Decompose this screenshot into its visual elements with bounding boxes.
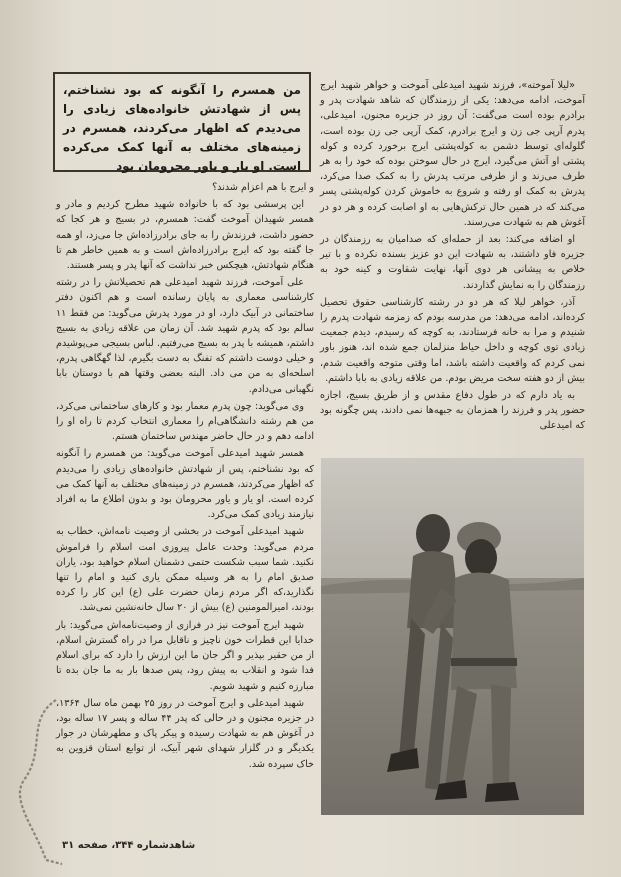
paragraph: شهید ایرج آموخت نیز در فرازی از وصیت‌نامه‌اش می‌گوید: بار خدایا این قطرات خون ناچیز و ناقابل مرا در راه گسترش اسلام، از من حقیر بپذیر و اگر جان ما این ارزش را دارد که برای اسلام فدا شود و انقلاب به پیش رود، پس صدها بار به ما جان بده تا مبارزه کنیم و شهید شویم. [56,619,314,692]
footer-text: شاهد‌شماره ۳۴۴، صفحه ۳۱ [62,840,196,851]
paragraph: شهید امیدعلی آموخت در بخشی از وصیت نامه‌اش، خطاب به مردم می‌گوید: وحدت عامل پیروزی امت اسلام را فراموش نکنید. شما سبب شکست حتمی دشمنان اسلام خواهید بود، یاران صدیق امام را به هر وسیله ممکن یاری کنید و امام را تنها نگذارید،که اگر مردم زمان حضرت علی (ع) این کار را کرده بودند، امیرالمومنین (ع) بیش از ۲۰ سال خانه‌نشین نمی‌شد. [56,526,314,614]
pull-quote-text: من همسرم را آنگونه که بود نشناختم، پس از شهادتش خانواده‌های زیادی را می‌دیدم که اظهار می‌کردند، همسرم در زمینه‌های مختلف به آنها کمک می‌کرده است. او یار و یاور محرومان بود [63,83,301,173]
paragraph: علی آموخت، فرزند شهید امیدعلی هم تحصیلاتش را در رشته کارشناسی معماری به پایان رسانده است و هم اکنون دفتر ساختمانی در آبیک دارد، او در مورد پدرش می‌گوید: من فقط ۱۱ سالم بود که پدرم شهید شد. آن زمان من علاقه زیادی به بسیج داشتم، همیشه با پدر به بسیج می‌رفتیم. لباس بسیجی می‌پوشیدم و خیلی دوست داشتم که تفنگ به دست بگیرم، لذا گهگاهی پدرم، اسلحه‌ای به من می داد. البته بعضی وقتها هم با دوستان بابا نگهبانی می‌دادم. [56,277,314,395]
soldiers-photo-illustration [321,458,584,815]
paragraph: او اضافه می‌کند: بعد از حمله‌ای که صدامیان به رزمندگان در جزیره فاو داشتند، به شهادت این دو عزیز بسنده نکرده و با تیر خلاص به پیشانی هر دوی آنها، نهایت شقاوت و کینه خود به رزمندگان را به نمایش گذاردند. [320,234,585,291]
paragraph: این پرسشی بود که با خانواده شهید مطرح کردیم و مادر و همسر شهیدان آموخت گفت: همسرم، در بسیج و هر کجا که حضور داشت، فرزندش را به جای برادرزاده‌اش جا می‌زد، او همه جا گفته بود که ایرج برادرزاده‌اش است و به همین خاطر هم تا هنگام شهادتش، هیچکس خبر نداشت که آنها پدر و پسر هستند. [56,199,314,272]
paragraph: شهید امیدعلی و ایرج آموخت در روز ۲۵ بهمن ماه سال ۱۳۶۴، در جزیره مجنون و در حالی که پدر ۴۴ ساله و پسر ۱۷ ساله بود، در آغوش هم به شهادت رسیده و پیکر پاک و مطهرشان در جوار یکدیگر و در گلزار شهدای شهر آبیک، از توابع استان قزوین به خاک سپرده شد. [56,697,314,770]
dog-tag-chain-icon [6,690,66,870]
paragraph: و ایرج با هم اعزام شدند؟ [212,182,314,193]
paragraph: به یاد دارم که در طول دفاع مقدس و از طریق بسیج، اجازه حضور پدر و فرزند را همزمان به جبهه‌ها نمی دادند، پس چگونه بود که امیدعلی [320,390,585,432]
left-text-column [56,180,314,774]
paragraph: آذر، خواهر لیلا که هر دو در رشته کارشناسی حقوق تحصیل کرده‌اند، ادامه می‌دهد: من مدرسه بودم که زمزمه شهادت پدرم را شنیدم و مرا به خانه فرستادند، به کوچه که رسیدم، دیدم جمعیت زیادی توی کوچه و داخل حیاط منزلمان جمع شده اند، هنوز باور نمی کردم که واقعیت داشته باشد، اما وقتی متوجه واقعیت شدم، بیش از دو هفته سخت مریض بودم. من علاقه زیادی به بابا داشتم. [320,296,585,384]
paragraph: همسر شهید امیدعلی آموخت می‌گوید: من همسرم را آنگونه که بود نشناختم، پس از شهادتش خانواده‌های زیادی را می‌دیدم که اظهار می‌کردند، همسرم در زمینه‌های مختلف به آنها کمک می کرده است. او یار و یاور محرومان بود و بدون اطلاع ما به افراد نیازمند زیادی کمک می‌کرد. [56,448,314,521]
pull-quote-box [53,72,311,172]
paragraph: وی می‌گوید: چون پدرم معمار بود و کارهای ساختمانی می‌کرد، من هم رشته دانشگاهی‌ام را معماری انتخاب کردم تا راه او را ادامه دهم و در حال حاضر مهندس ساختمان هستم. [56,400,314,443]
page-footer [62,840,262,851]
war-photo [321,458,584,815]
right-text-column [320,78,585,436]
paragraph: «لیلا آموخته»، فرزند شهید امیدعلی آموخت و خواهر شهید ایرج آموخت، ادامه می‌دهد: یکی از رزمندگان که شاهد شهادت پدر و برادرم بوده است می‌گفت: آن روز در جزیره مجنون، امیدعلی، پدرم آرپی جی زن و ایرج برادرم، کمک آرپی جی زن بوده است، گلوله‌ای توسط دشمن به کوله‌پشتی ایرج برخورد کرده و کوله پشتی او آتش می‌گیرد، ایرج در حال سوختن بوده که خود را به هر طرف می‌زند و از طرفی مرتب پدرش را به کمک صدا می‌کرد، پدرش به کمک او رفته و شروع به خاموش کردن کوله‌پشتی پسر می‌کند که در همین حال ترکش‌هایی به او اصابت کرده و هر دو در آغوش هم به شهادت می‌رسند. [320,80,585,228]
